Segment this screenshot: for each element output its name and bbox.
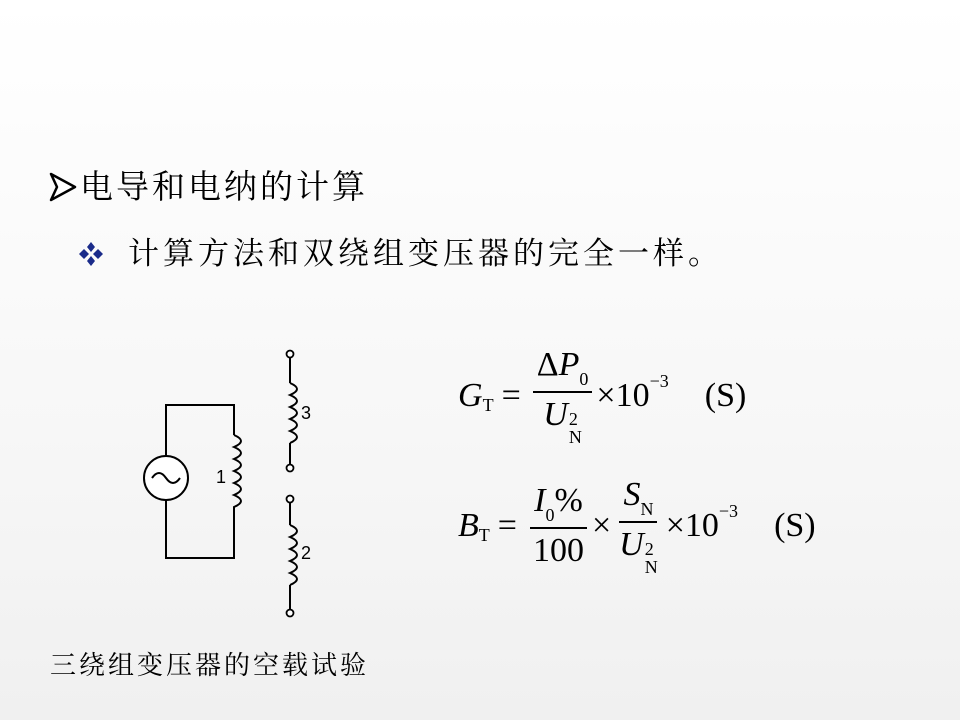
bt-fraction-2 — [615, 475, 662, 576]
gt-denominator — [539, 393, 586, 446]
u-superscript: 2 — [568, 409, 578, 429]
gt-base: 10 — [615, 376, 650, 414]
gt-subscript: T — [482, 395, 494, 415]
u-scripts — [569, 410, 582, 446]
bt-times-2: × — [665, 506, 685, 544]
gt-fraction — [533, 345, 593, 446]
s-symbol: S — [623, 476, 641, 513]
terminal — [287, 351, 294, 358]
i-subscript: 0 — [545, 504, 555, 525]
bt-fraction-2-denominator — [615, 523, 662, 576]
bt-base: 10 — [684, 506, 719, 544]
bt-subscript: T — [478, 525, 490, 545]
coil-3 — [290, 383, 297, 443]
u-symbol: U — [543, 396, 568, 433]
formula-susceptance — [458, 475, 816, 576]
delta-symbol: Δ — [536, 346, 559, 383]
gt-equals: = — [501, 376, 521, 414]
gt-numerator — [533, 345, 593, 393]
slide-heading — [48, 165, 368, 209]
i-symbol: I — [534, 481, 546, 519]
terminal — [287, 496, 294, 503]
winding-label-1: 1 — [216, 467, 227, 487]
coil-2 — [290, 525, 297, 585]
circuit-caption: 三绕组变压器的空载试验 — [50, 651, 370, 681]
s-subscript: N — [640, 499, 654, 519]
bt-equals: = — [497, 506, 517, 544]
terminal — [287, 465, 294, 472]
winding-label-3: 3 — [301, 403, 312, 423]
bt-fraction-2-numerator — [619, 475, 657, 523]
percent-symbol: % — [554, 481, 583, 519]
u-subscript: N — [568, 427, 582, 447]
bt-fraction-1-numerator — [530, 481, 587, 529]
bullet-item — [78, 232, 723, 276]
p-symbol: P — [558, 346, 580, 383]
bt-exponent: −3 — [718, 501, 739, 521]
arrow-bullet-icon — [48, 170, 78, 204]
u-superscript: 2 — [644, 539, 654, 559]
diamond-bullet-icon — [78, 241, 104, 267]
gt-exponent: −3 — [649, 371, 669, 391]
gt-unit: (S) — [704, 376, 747, 414]
p-subscript: 0 — [579, 369, 589, 389]
circuit-diagram — [130, 345, 330, 625]
bt-fraction-1 — [529, 481, 588, 571]
bt-fraction-1-denominator: 100 — [532, 531, 584, 569]
winding-label-2: 2 — [301, 543, 312, 563]
bt-times-1: × — [591, 506, 612, 544]
bt-symbol: B — [458, 506, 479, 544]
gt-symbol: G — [458, 376, 483, 414]
formula-conductance — [458, 345, 746, 446]
bullet-text: 计算方法和双绕组变压器的完全一样。 — [128, 236, 723, 272]
coil-1 — [234, 435, 241, 513]
u-subscript: N — [644, 557, 658, 577]
gt-times: × — [596, 376, 616, 414]
bt-unit: (S) — [774, 506, 816, 544]
u-scripts — [645, 540, 658, 576]
heading-text: 电导和电纳的计算 — [80, 167, 368, 206]
terminal — [287, 610, 294, 617]
u-symbol: U — [619, 526, 644, 563]
